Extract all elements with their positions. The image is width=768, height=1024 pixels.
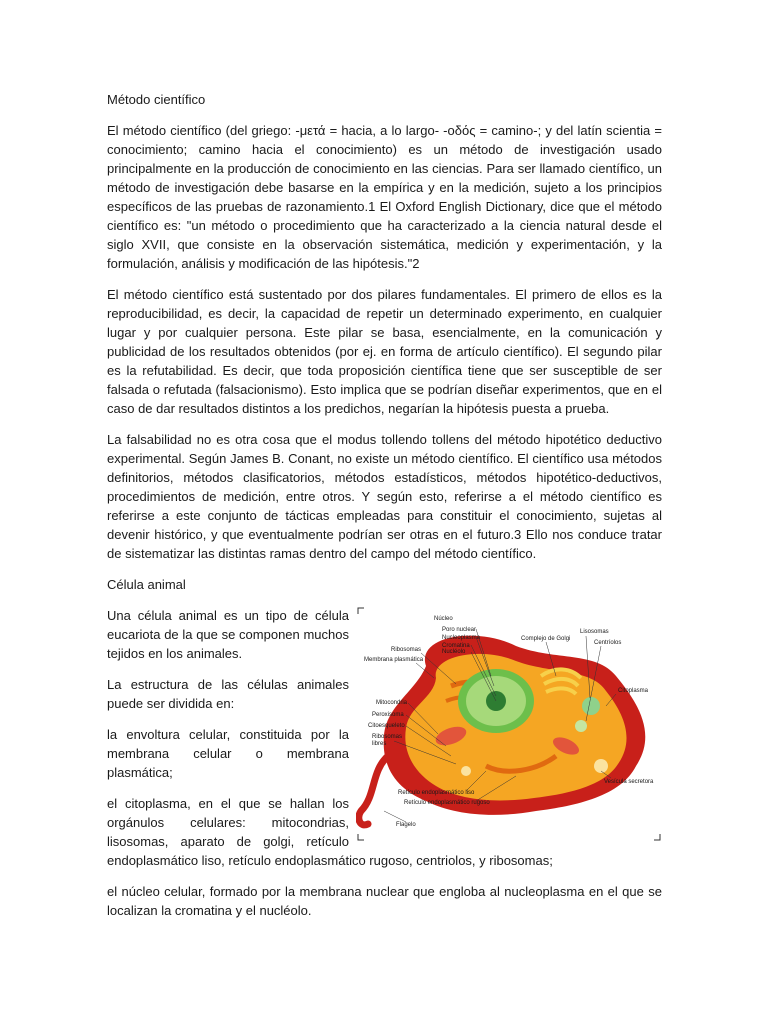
section-title-celula: Célula animal [107, 577, 186, 592]
paragraph-citoplasma: el citoplasma, en el que se hallan los orgánulos celulares: mitocondrias, lisosomas, aparato de golgi, retículo endoplasmático liso, retículo endoplasmático rugoso, centriolos, y ribosomas; [107, 796, 553, 868]
paragraph: La falsabilidad no es otra cosa que el modus tollendo tollens del método hipotético deductivo experimental. Según James B. Conant, no existe un método científico. El científico usa métodos definitorios, métodos clasificatorios, métodos estadísticos, métodos hipotético-deductivos, procedimientos de medición, entre otros. Y según esto, referirse a el método científico es referirse a este conjunto de tácticas empleadas para constituir el conocimiento, sujetas al devenir histórico, y que eventualmente podrían ser otras en el futuro.3 Ello nos conduce tratar de sistematizar las distintas ramas dentro del campo del método científico. [107, 432, 662, 561]
label-membrana: Membrana plasmática [364, 657, 424, 663]
paragraph: Una célula animal es un tipo de célula eucariota de la que se componen muchos tejidos en los animales. [107, 608, 349, 661]
label-nucleolo: Nucléolo [442, 649, 466, 655]
paragraph: La estructura de las células animales puede ser dividida en: [107, 677, 349, 711]
label-flagelo: Flagelo [396, 822, 416, 828]
label-golgi: Complejo de Golgi [521, 636, 571, 642]
label-lisosomas: Lisosomas [580, 629, 609, 635]
label-ribosomas: Ribosomas [391, 647, 422, 653]
label-peroxisoma: Peroxisoma [372, 712, 404, 718]
cell-section [107, 606, 662, 882]
label-ribosomas-libres-1: Ribosomas [372, 734, 403, 740]
label-centriolos: Centríolos [594, 640, 622, 646]
label-nucleo: Núcleo [434, 616, 453, 622]
label-citoesqueleto: Citoesqueleto [368, 723, 405, 729]
document-page [107, 90, 662, 932]
label-rel: Retículo endoplasmático liso [398, 790, 475, 796]
paragraph: El método científico está sustentado por dos pilares fundamentales. El primero de ellos es la reproducibilidad, es decir, la capacidad de repetir un determinado experimento, en cualquier lugar y por cualquier persona. Este pilar se basa, esencialmente, en la comunicación y publicidad de los resultados obtenidos (por ej. en forma de artículo científico). El segundo pilar es la refutabilidad. Es decir, que toda proposición científica tiene que ser susceptible de ser falsada o refutada (falsacionismo). Esto implica que se podrían diseñar experimentos, que en el caso de dar resultados distintos a los predichos, negarían la hipótesis puesta a prueba. [107, 287, 662, 416]
label-poro-nuclear: Poro nuclear [442, 627, 477, 633]
label-rer: Retículo endoplasmático rugoso [404, 800, 490, 806]
section-title-metodo: Método científico [107, 92, 206, 107]
label-vesicula: Vesícula secretora [604, 779, 654, 785]
label-cromatina: Cromatina [442, 643, 470, 649]
label-citoplasma: Citoplasma [618, 688, 649, 694]
paragraph: el núcleo celular, formado por la membrana nuclear que engloba al nucleoplasma en el que se localizan la cromatina y el nucléolo. [107, 884, 662, 918]
label-nucleoplasma: Nucleoplasma [442, 635, 481, 641]
paragraph: El método científico (del griego: -μετά = hacia, a lo largo- -οδός = camino-; y del latín scientia = conocimiento; camino hacia el conocimiento) es un método de investigación usado principalmente en la producción de conocimiento en las ciencias. Para ser llamado científico, un método de investigación debe basarse en la empírica y en la medición, sujeto a los principios específicos de las pruebas de razonamiento.1 El Oxford English Dictionary, dice que el método científico es: "un método o procedimiento que ha caracterizado a la ciencia natural desde el siglo XVII, que consiste en la observación sistemática, medición y experimentación, y la formulación, análisis y modificación de las hipótesis."2 [107, 123, 662, 271]
cell-text-column [107, 606, 349, 782]
label-ribosomas-libres-2: libres [372, 741, 387, 747]
animal-cell-diagram [356, 606, 662, 842]
label-mitocondria: Mitocondria [376, 700, 408, 706]
flagellum-shape [359, 756, 388, 825]
paragraph: la envoltura celular, constituida por la membrana celular o membrana plasmática; [107, 727, 349, 780]
